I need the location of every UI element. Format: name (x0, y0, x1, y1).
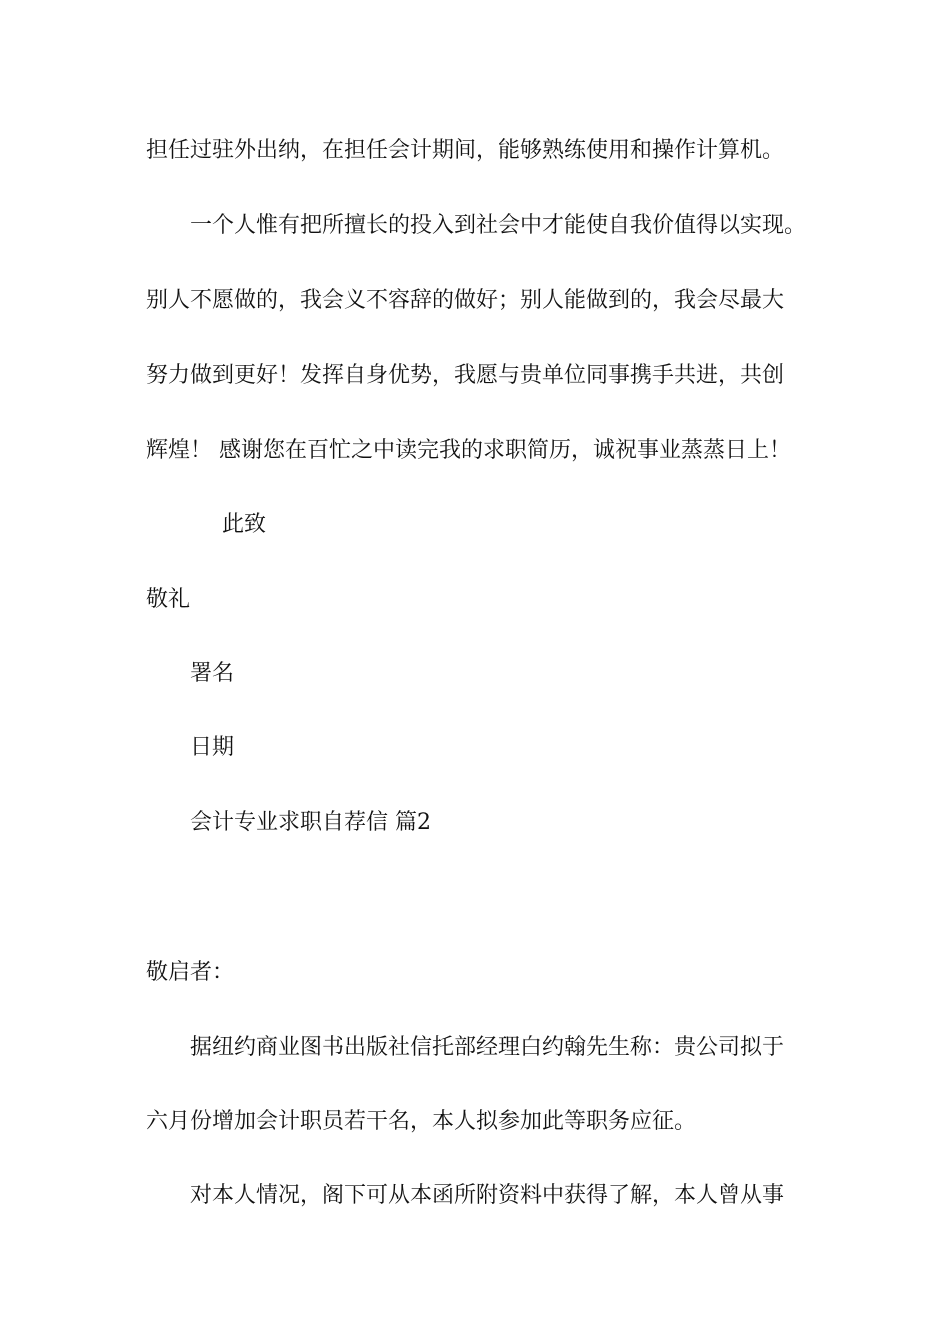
salutation: 敬启者： (146, 960, 235, 985)
body-text-line: 一个人惟有把所擅长的投入到社会中才能使自我价值得以实现。 (190, 213, 807, 238)
body-text-line: 对本人情况，阁下可从本函所附资料中获得了解，本人曾从事 (190, 1183, 785, 1208)
body-text-line: 努力做到更好！发挥自身优势，我愿与贵单位同事携手共进，共创 (146, 363, 785, 388)
date-label: 日期 (190, 735, 235, 760)
body-text-line: 据纽约商业图书出版社信托部经理白约翰先生称：贵公司拟于 (190, 1035, 785, 1060)
signature-label: 署名 (190, 661, 235, 686)
section-title: 会计专业求职自荐信 篇2 (190, 810, 431, 835)
body-text-line: 六月份增加会计职员若干名，本人拟参加此等职务应征。 (146, 1109, 697, 1134)
closing-salute: 敬礼 (146, 587, 191, 612)
body-text-line: 担任过驻外出纳，在担任会计期间，能够熟练使用和操作计算机。 (146, 138, 785, 163)
closing-phrase: 此致 (222, 512, 267, 537)
body-text-line: 别人不愿做的，我会义不容辞的做好；别人能做到的，我会尽最大 (146, 288, 785, 313)
body-text-line: 辉煌！ 感谢您在百忙之中读完我的求职简历，诚祝事业蒸蒸日上！ (146, 438, 791, 463)
